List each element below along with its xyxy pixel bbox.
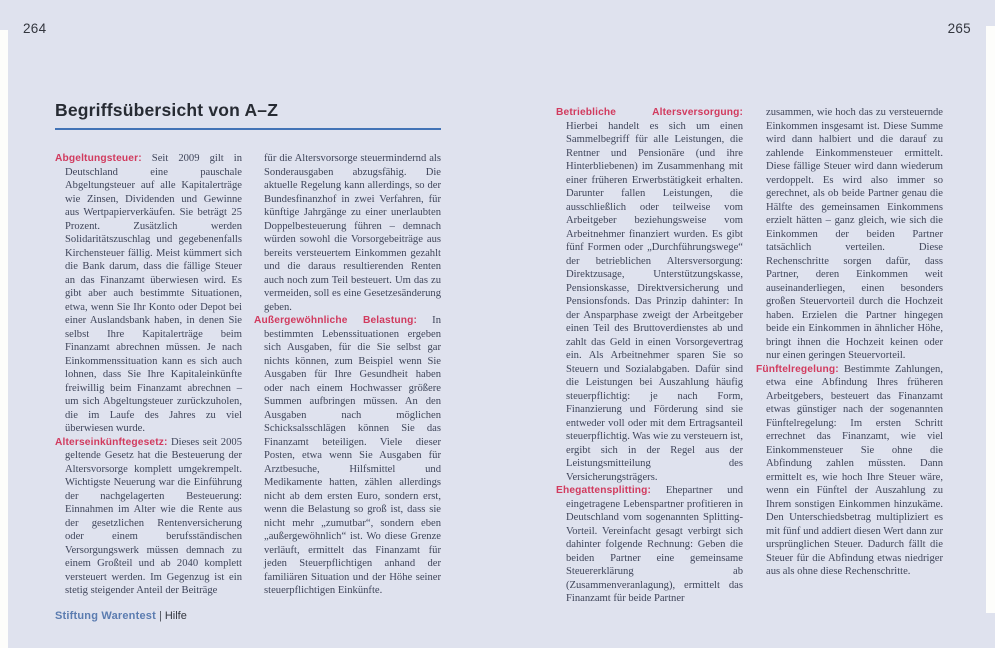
entry-text: für die Altersvorsorge steuermindernd als Sonderausgaben abzugsfähig. Die aktuelle Regelung kann allerdings, so der Bundesfinanzhof in zwei Verfahren, für künftige Jahrgänge zu einer unerlaubten Doppelbesteuerung führen – demnach würden sowohl die Vorsorgebeiträge aus bereits versteuertem Einkommen gezahlt und die daraus resultierenden Renten auch noch zum Teil besteuert. Um das zu vermeiden, soll es eine Gesetzesänderung geben. xyxy=(264,153,441,313)
glossary-entry-aussergewoehnliche-belastung xyxy=(254,314,441,598)
entry-continuation xyxy=(756,106,943,363)
page-number-right: 265 xyxy=(947,21,971,36)
glossary-entry-fuenftelregelung xyxy=(756,363,943,579)
entry-keyword: Betriebliche Altersversorgung: xyxy=(556,107,743,118)
entry-text: Hierbei handelt es sich um einen Sammelbegriff für alle Leistungen, die Rentner und Pensionäre (und ihre Hinterbliebenen) im Zusammenhang mit einer früheren Erwerbstätigkeit erhalten. Darunter fallen Leistungen, die ausschließlich oder teilweise vom Arbeitgeber beziehungsweise vom Arbeitnehmer finanziert wurden. Es gibt fünf Formen oder „Durchführungswege“ der betrieblichen Altersversorgung: Direktzusage, Unterstützungskasse, Pensionskasse, Direktversicherung und Pensionsfonds. Das Prinzip dahinter: In der Ansparphase zweigt der Arbeitgeber einen Teil des Bruttoverdienstes ab und zahlt das Geld in einen Vorsorgevertrag ein. Als Arbeitnehmer sparen Sie so Steuern und Sozialabgaben. Dafür sind die Leistungen bei Auszahlung häufig steuerpflichtig: je nach Form, Finanzierung und Förderung sind sie entweder voll oder mit dem Ertragsanteil steuerpflichtig. Was wie zu versteuern ist, ergibt sich in der Regel aus der Leistungsmitteilung des Versicherungsträgers. xyxy=(566,120,743,483)
entry-keyword: Ehegattensplitting: xyxy=(556,485,652,496)
glossary-title-block xyxy=(55,100,441,130)
footer-brand: Stiftung Warentest xyxy=(55,610,156,622)
page-edge-left xyxy=(0,30,8,648)
glossary-entry-abgeltungsteuer xyxy=(55,152,242,436)
footer-separator: | xyxy=(158,610,162,622)
entry-text: Ehepartner und eingetragene Lebenspartner profitieren in Deutschland vom sogenannten Splitting-Vorteil. Vereinfacht gesagt verbirgt sich dahinter folgende Rechnung: Geben die beiden Partner eine gemeinsame Steuererklärung ab (Zusammenveranlagung), ermittelt das Finanzamt für beide Partner xyxy=(566,485,743,604)
entry-keyword: Außergewöhnliche Belastung: xyxy=(254,315,418,326)
right-page-column-1 xyxy=(556,106,743,606)
left-page-column-2 xyxy=(254,152,441,598)
page-footer xyxy=(55,610,187,622)
glossary-entry-ehegattensplitting xyxy=(556,484,743,606)
title-rule xyxy=(55,128,441,130)
entry-keyword: Fünftelregelung: xyxy=(756,363,839,375)
page-edge-right xyxy=(986,26,995,613)
footer-section: Hilfe xyxy=(164,610,187,622)
page-title: Begriffsübersicht von A–Z xyxy=(55,100,279,120)
entry-text: zusammen, wie hoch das zu versteuernde Einkommen insgesamt ist. Diese Summe wird dann halbiert und die darauf zu zahlende Einkommensteuer ermittelt. Diese fällige Steuer wird dann wiederum verdoppelt. Es wird also immer so gerechnet, als ob beide Partner genau die Hälfte des gemeinsamen Einkommens erzielt hätten – ganz gleich, wie sich die Einkommen der beiden Partner tatsächlich verteilen. Diese Rechenschritte sorgen dafür, dass Partner, deren Einkommen weit auseinanderliegen, einen besonders großen Steuervorteil durch die Hochzeit haben. Erzielen die Partner hingegen beide ein Einkommen in ähnlicher Höhe, bringt ihnen die Hochzeit keinen oder nur einen geringen Steuervorteil. xyxy=(766,107,943,361)
left-page-column-1 xyxy=(55,152,242,598)
glossary-entry-betriebliche-altersversorgung xyxy=(556,106,743,484)
glossary-entry-alterseinkuenftegesetz xyxy=(55,436,242,598)
entry-text: Seit 2009 gilt in Deutschland eine pauschale Abgeltungsteuer auf alle Kapitalerträge wie Zinsen, Dividenden und Gewinne aus Wertpapierverkäufen. Sie beträgt 25 Prozent. Zusätzlich werden Solidaritätszuschlag und gegebenenfalls Kirchensteuer fällig. Meist kümmert sich die Bank darum, dass die fällige Steuer an das Finanzamt überwiesen wird. Es gibt aber auch bestimmte Situationen, etwa, wenn Sie Ihr Konto oder Depot bei einer Auslandsbank haben, in denen Sie selbst Ihre Kapitalerträge beim Finanzamt abrechnen müssen. Je nach Einkommenssituation kann es sich auch lohnen, dass Sie Ihre Kapitaleinkünfte freiwillig beim Finanzamt abrechnen – um sich Abgeltungsteuer zurückzuholen, die im Laufe des Jahres zu viel überwiesen wurde. xyxy=(65,153,242,434)
entry-keyword: Alterseinkünftegesetz: xyxy=(55,436,168,448)
entry-text: In bestimmten Lebenssituationen ergeben sich Ausgaben, für die Sie selbst gar nichts können, zum Beispiel wenn Sie Ausgaben für Ihre Gesundheit haben oder nach einem Hochwasser größere Summen aufbringen müssen. An den Ausgaben nach möglichen Schicksalsschlägen können Sie das Finanzamt beteiligen. Viele dieser Posten, etwa wenn Sie Ausgaben für Arztbesuche, Hilfsmittel und Medikamente hatten, zählen allerdings nicht ab dem ersten Euro, sondern erst, wenn die Belastung so groß ist, dass sie nicht mehr „zumutbar“, sondern eben „außergewöhnlich“ ist. Wo diese Grenze verläuft, ermittelt das Finanzamt für jeden Steuerpflichtigen anhand der familiären Situation und der Höhe seiner steuerpflichtigen Einkünfte. xyxy=(264,315,441,596)
entry-text: Bestimmte Zahlungen, etwa eine Abfindung Ihres früheren Arbeitgebers, besteuert das Finanzamt etwas günstiger nach der sogenannten Fünftelregelung: Im ersten Schritt errechnet das Finanzamt, wie viel Einkommensteuer Sie ohne die Abfindung zahlen müssten. Dann ermittelt es, wie hoch Ihre Steuer wäre, wenn ein Fünftel der Auszahlung zu Ihrem sonstigen Einkommen hinzukäme. Den Unterschiedsbetrag multipliziert es mit fünf und addiert diesen Wert dann zur ursprünglichen Steuer. Dadurch fällt die Steuer für die Abfindung etwas niedriger aus als ohne diese Rechenschritte. xyxy=(766,363,943,577)
entry-text: Dieses seit 2005 geltende Gesetz hat die Besteuerung der Altersvorsorge komplett umgekrempelt. Wichtigste Neuerung war die Einführung der nachgelagerten Besteuerung: Einnahmen im Alter wie die Rente aus der gesetzlichen Rentenversicherung oder einem berufsständischen Versorgungswerk müssen demnach zu einem Großteil und ab 2040 komplett versteuert werden. Im Gegenzug ist ein stetig steigender Anteil der Beiträge xyxy=(65,436,242,596)
entry-continuation xyxy=(254,152,441,314)
page-number-left: 264 xyxy=(23,21,47,36)
entry-keyword: Abgeltungsteuer: xyxy=(55,153,142,164)
right-page-column-2 xyxy=(756,106,943,579)
